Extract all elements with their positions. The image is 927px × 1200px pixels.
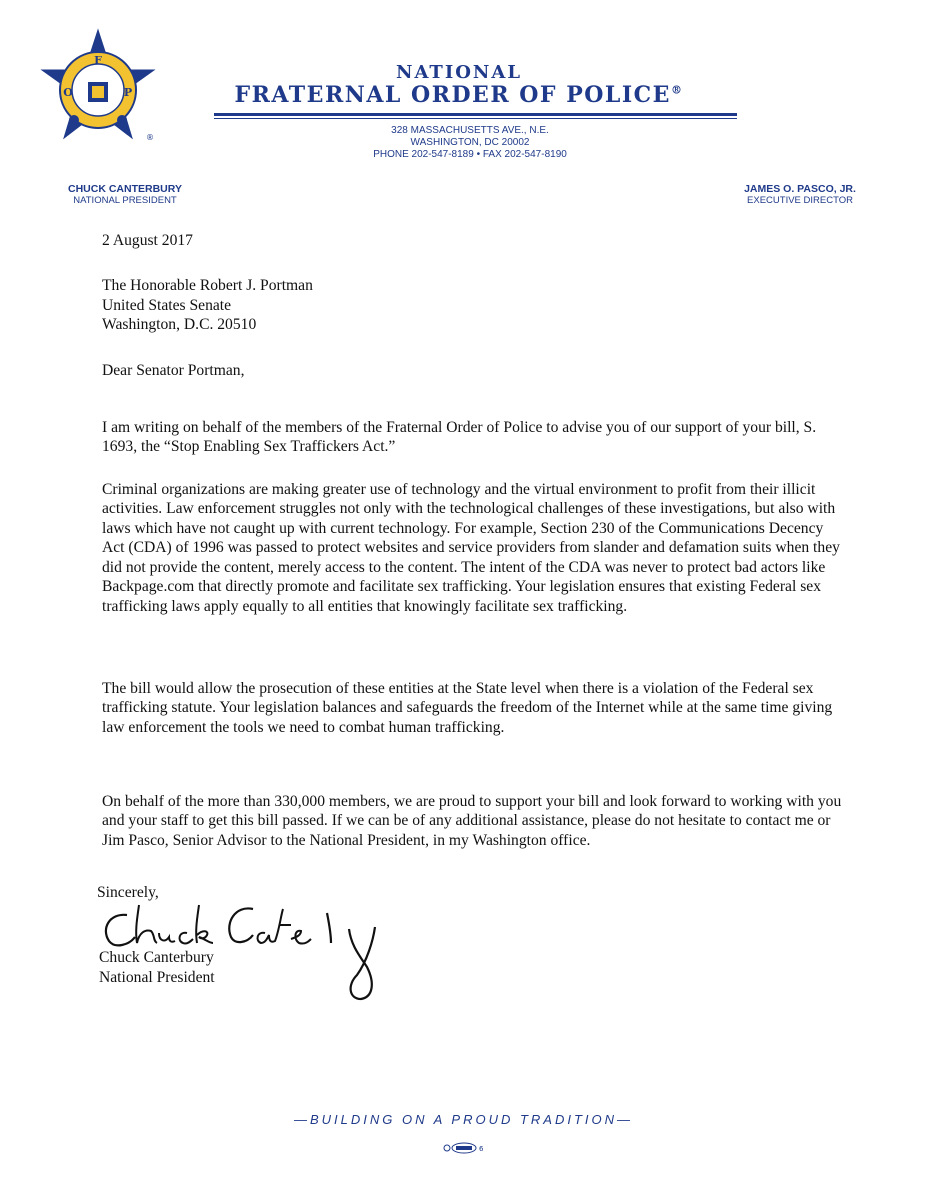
- letter-date: 2 August 2017: [102, 232, 193, 249]
- letterhead-rule-thick: [214, 113, 737, 116]
- left-officer-name: CHUCK CANTERBURY: [68, 183, 182, 195]
- address-line-2: WASHINGTON, DC 20002: [410, 137, 530, 148]
- recipient-line: United States Senate: [102, 296, 232, 314]
- svg-text:®: ®: [146, 133, 154, 142]
- phone-fax-line: PHONE 202-547-8189 • FAX 202-547-8190: [373, 149, 567, 160]
- signer-block: [99, 948, 215, 987]
- svg-text:6: 6: [479, 1145, 484, 1153]
- closing: Sincerely,: [97, 884, 159, 901]
- recipient-line: Washington, D.C. 20510: [102, 316, 257, 333]
- svg-text:P: P: [123, 86, 133, 99]
- recipient-line: The Honorable Robert J. Portman: [102, 277, 313, 294]
- org-name: [200, 82, 718, 108]
- svg-text:F: F: [94, 54, 102, 67]
- salutation: Dear Senator Portman,: [102, 362, 245, 379]
- letterhead-rule-thin: [214, 118, 737, 119]
- right-officer: [700, 183, 900, 207]
- body-paragraph: The bill would allow the prosecution of these entities at the State level when there is a violation of the Federal sex trafficking statute. Your legislation balances and safeguards the freedom of the Internet while at the same time giving law enforcement the tools we need to combat human trafficking.: [102, 679, 833, 736]
- left-officer-title: NATIONAL PRESIDENT: [73, 195, 177, 206]
- fop-seal-logo: [38, 28, 158, 148]
- address-line-1: 328 MASSACHUSETTS AVE., N.E.: [391, 125, 549, 136]
- org-name-text: FRATERNAL ORDER OF POLICE: [234, 82, 671, 108]
- registered-mark: ®: [670, 83, 684, 97]
- left-officer: [40, 183, 210, 207]
- footer-tagline: —BUILDING ON A PROUD TRADITION—: [293, 1112, 634, 1127]
- body-paragraph: Criminal organizations are making greater use of technology and the virtual environment to profit from their illicit activities. Law enforcement struggles not only with the technological challenges of these investigations, but also with laws which have not caught up with current technology. For example, Section 230 of the Communications Decency Act (CDA) of 1996 was passed to protect websites and service providers from slander and defamation suits when they did not provide the content, merely access to the content. The intent of the CDA was never to protect bad actors like Backpage.com that directly promote and facilitate sex trafficking. Your legislation ensures that existing Federal sex trafficking laws apply equally to all entities that knowingly facilitate sex trafficking.: [102, 480, 840, 615]
- signer-title: National President: [99, 968, 215, 986]
- svg-text:O: O: [63, 86, 73, 99]
- signer-name: Chuck Canterbury: [99, 949, 214, 966]
- org-address: [280, 125, 660, 161]
- body-paragraph: I am writing on behalf of the members of the Fraternal Order of Police to advise you of our support of your bill, S. 1693, the “Stop Enabling Sex Traffickers Act.”: [102, 418, 817, 456]
- recipient-block: [102, 276, 313, 335]
- org-national-label: NATIONAL: [395, 62, 522, 83]
- right-officer-name: JAMES O. PASCO, JR.: [744, 183, 856, 195]
- body-paragraph: On behalf of the more than 330,000 members, we are proud to support your bill and look forward to working with you and your staff to get this bill passed. If we can be of any additional assistance, please do not hesitate to contact me or Jim Pasco, Senior Advisor to the National President, in my Washington office.: [102, 792, 842, 849]
- union-bug-icon: [443, 1142, 485, 1154]
- right-officer-title: EXECUTIVE DIRECTOR: [747, 195, 853, 206]
